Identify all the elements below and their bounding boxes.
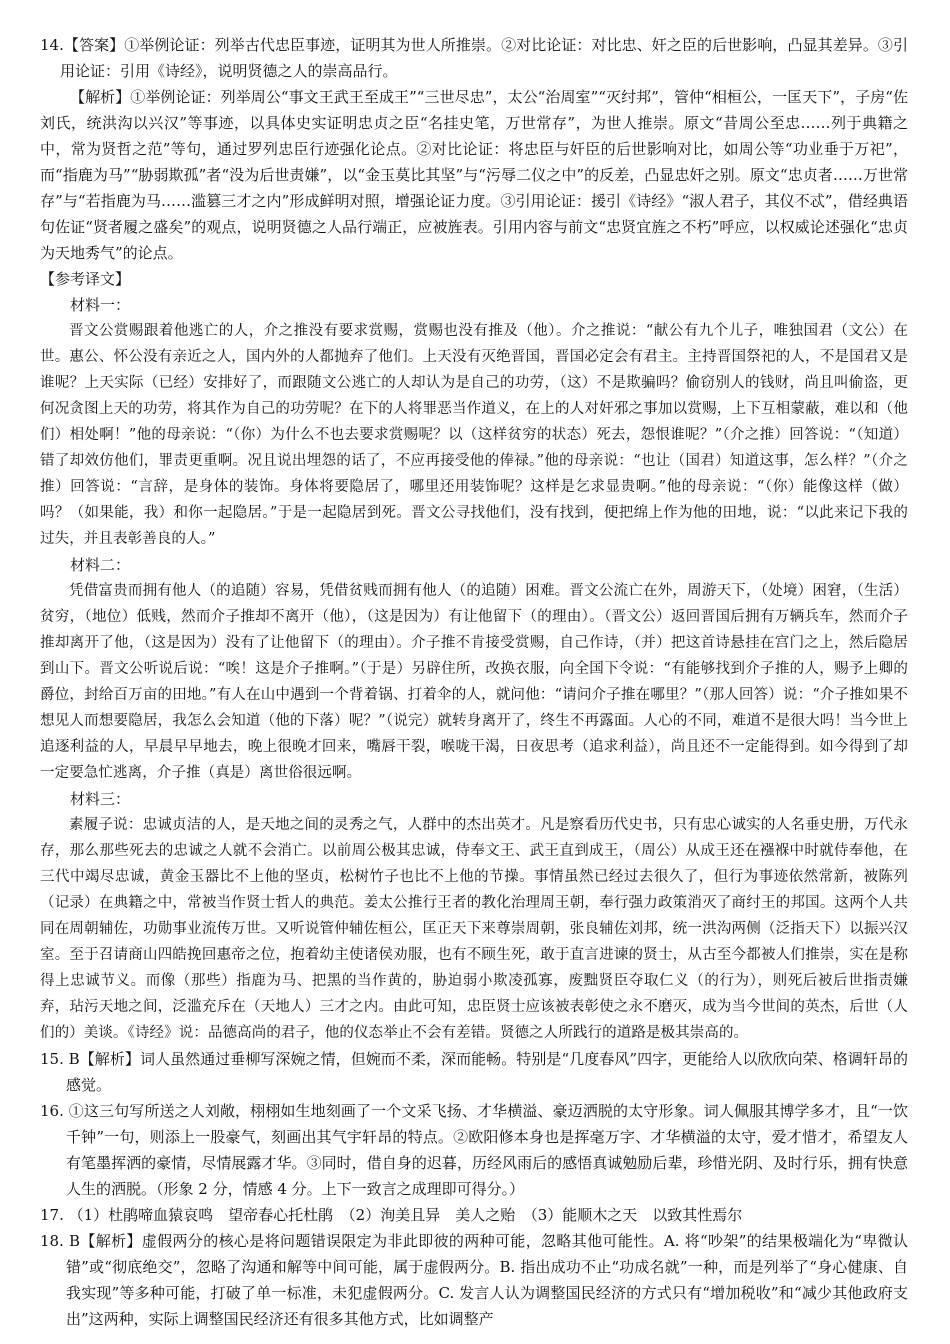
q14-answer: 14.【答案】①举例论证：列举古代忠臣事迹，证明其为世人所推崇。②对比论证：对比忠、奸之臣的后世影响，凸显其差异。③引用论证：引用《诗经》，说明贤德之人的崇高品行。 xyxy=(40,36,908,80)
q15-answer: 15. B【解析】词人虽然通过垂柳写深婉之情，但婉而不柔，深而能畅。特别是“几度春风”四字，更能给人以欣欣向荣、格调轩昂的感觉。 xyxy=(40,1050,908,1094)
material-3-title: 材料三： xyxy=(70,790,131,808)
material-2-text: 凭借富贵而拥有他人（的追随）容易，凭借贫贱而拥有他人（的追随）困难。晋文公流亡在外，周游天下，（处境）困窘，（生活）贫穷，（地位）低贱，然而介子推却不离开（他），（这是因为）有让他留下（的理由）。（晋文公）返回晋国后拥有万辆兵车，然而介子推却离开了他，（这是因为）没有了让他留下（的理由）。介子推不肯接受赏赐，自己作诗，（并）把这首诗悬挂在宫门之上，然后隐居到山下。晋文公听说后说：“唉！这是介子推啊。”（于是）另辟住所，改换衣服，向全国下令说：“有能够找到介子推的人，赐予上卿的爵位，封给百万亩的田地。”有人在山中遇到一个背着锅、打着伞的人，就问他：“请问介子推在哪里？”（那人回答）说：“介子推如果不想见人而想要隐居，我怎么会知道（他的下落）呢？”（说完）就转身离开了，终生不再露面。人心的不同，难道不是很大吗！当今世上追逐利益的人，早晨早早地去，晚上很晚才回来，嘴唇干裂，喉咙干渴，日夜思考（追求利益），尚且还不一定能得到。如今得到了却一定要急忙逃离，介子推（真是）离世俗很远啊。 xyxy=(40,583,908,781)
q16-answer: 16. ①这三句写所送之人刘敞，栩栩如生地刻画了一个文采飞扬、才华横溢、豪迈洒脱的太守形象。词人佩服其博学多才，且“一饮千钟”一句，则添上一股豪气，刻画出其气宇轩昂的特点。②欧阳修本身也是挥毫万字、才华横溢的太守，爱才惜才，希望友人有笔墨挥洒的豪情，尽情展露才华。③同时，借自身的迟暮，历经风雨后的感悟真诚勉励后辈，珍惜光阴、及时行乐，拥有快意人生的洒脱。（形象 2 分，情感 4 分。上下一致言之成理即可得分。） xyxy=(40,1102,908,1198)
material-1-text: 晋文公赏赐跟着他逃亡的人，介之推没有要求赏赐，赏赐也没有推及（他）。介之推说：“献公有九个儿子，唯独国君（文公）在世。惠公、怀公没有亲近之人，国内外的人都抛弃了他们。上天没有灭绝晋国，晋国必定会有君主。主持晋国祭祀的人，不是国君又是谁呢？上天实际（已经）安排好了，而跟随文公逃亡的人却认为是自己的功劳，（这）不是欺骗吗？偷窃别人的钱财，尚且叫偷盗，更何况贪图上天的功劳，将其作为自己的功劳呢？在下的人将罪恶当作道义，在上的人对奸邪之事加以赏赐，上下互相蒙蔽，难以和（他们）相处啊！”他的母亲说：“（你）为什么不也去要求赏赐呢？以（这样贫穷的状态）死去，怨恨谁呢？”（介之推）回答说：“（知道）错了却效仿他们，罪责更重啊。况且说出埋怨的话了，不应再接受他的俸禄。”他的母亲说：“也让（国君）知道这事，怎么样？”（介之推）回答说：“言辞，是身体的装饰。身体将要隐居了，哪里还用装饰呢？这样是乞求显贵啊。”他的母亲说：“（你）能像这样（做）吗？（如果能，我）和你一起隐居。”于是一起隐居到死。晋文公寻找他们，没有找到，便把绵上作为他的田地，说：“以此来记下我的过失，并且表彰善良的人。” xyxy=(40,323,908,547)
q17-answer: 17. （1）杜鹃啼血猿哀鸣 望帝春心托杜鹃 （2）洵美且异 美人之贻 （3）能顺木之天 以致其性焉尔 xyxy=(40,1206,743,1224)
material-3-text: 素履子说：忠诚贞洁的人，是天地之间的灵秀之气，人群中的杰出英才。凡是察看历代史书，只有忠心诚实的人名垂史册，万代永存，那么那些死去的忠诚之人就不会消亡。以前周公极其忠诚，侍奉文王、武王直到成王，（周公）从成王还在襁褓中时就侍奉他，在三代中竭尽忠诚，黄金玉器比不上他的坚贞，松树竹子也比不上他的节操。事情虽然已经过去很久了，但行为事迹依然常新，被陈列（记录）在典籍之中，常被当作贤士哲人的典范。姜太公推行王者的教化治理周王朝，奉行强力政策消灭了商纣王的邦国。这两个人共同在周朝辅佐，功勋事业流传万世。又听说管仲辅佐桓公，匡正天下来尊崇周朝，张良辅佐刘邦，统一洪沟两侧（泛指天下）以振兴汉室。至于召请商山四皓挽回惠帝之位，抱着幼主使诸侯劝服，也有不顾生死，敢于直言进谏的贤士，从古至今都被人们推崇，实在是称得上忠诚节义。而像（那些）指鹿为马、把黑的当作黄的，胁迫弱小欺凌孤寡，废黜贤臣夺取仁义（的行为），则死后被后世指责嫌弃，玷污天地之间，泛滥充斥在（天地人）三才之内。由此可知，忠臣贤士应该被表彰使之永不磨灭，成为当今世间的英杰，后世（人们的）美谈。《诗经》说：品德高尚的君子，他的仪态举止不会有差错。贤德之人所践行的道路是极其崇高的。 xyxy=(40,817,908,1041)
material-2-title: 材料二： xyxy=(70,556,131,574)
q14-analysis: 【解析】①举例论证：列举周公“事文王武王至成王”“三世尽忠”，太公“治周室”“灭纣邦”，管仲“相桓公，一匡天下”，子房“佐刘氏，统洪沟以兴汉”等事迹，以具体史实证明忠贞之臣“名挂史笔，万世常存”，为世人推崇。原文“昔周公至忠……列于典籍之中，常为贤哲之范”等句，通过罗列忠臣行迹强化论点。②对比论证：将忠臣与奸臣的后世影响对比，如周公等“功业垂于万祀”，而“指鹿为马”“胁弱欺孤”者“没为后世责嫌”，以“金玉莫比其坚”与“污辱二仪之中”的反差，凸显忠奸之别。原文“忠贞者……万世常存”与“若指鹿为马……滥篡三才之内”形成鲜明对照，增强论证力度。③引用论证：援引《诗经》“淑人君子，其仪不忒”，借经典语句佐证“贤者履之盛矣”的观点，说明贤德之人品行端正，应被旌表。引用内容与前文“忠贤宜旌之不朽”呼应，以权威论述强化“忠贞为天地秀气”的论点。 xyxy=(40,88,908,262)
translation-heading: 【参考译文】 xyxy=(40,270,131,288)
q18-answer: 18. B【解析】虚假两分的核心是将问题错误限定为非此即彼的两种可能，忽略其他可能性。A. 将“吵架”的结果极端化为“卑微认错”或“彻底绝交”，忽略了沟通和解等中间可能，属于虚假两分。B. 指出成功不止“功成名就”一种，而是列举了“身心健康、自我实现”等多种可能，打破了单一标准，未犯虚假两分。C. 发言人认为调整国民经济的方式只有“增加税收”和“减少其他政府支出”这两种，实际上调整国民经济还有很多其他方式，比如调整产 xyxy=(40,1232,908,1328)
material-1-title: 材料一： xyxy=(70,296,131,314)
